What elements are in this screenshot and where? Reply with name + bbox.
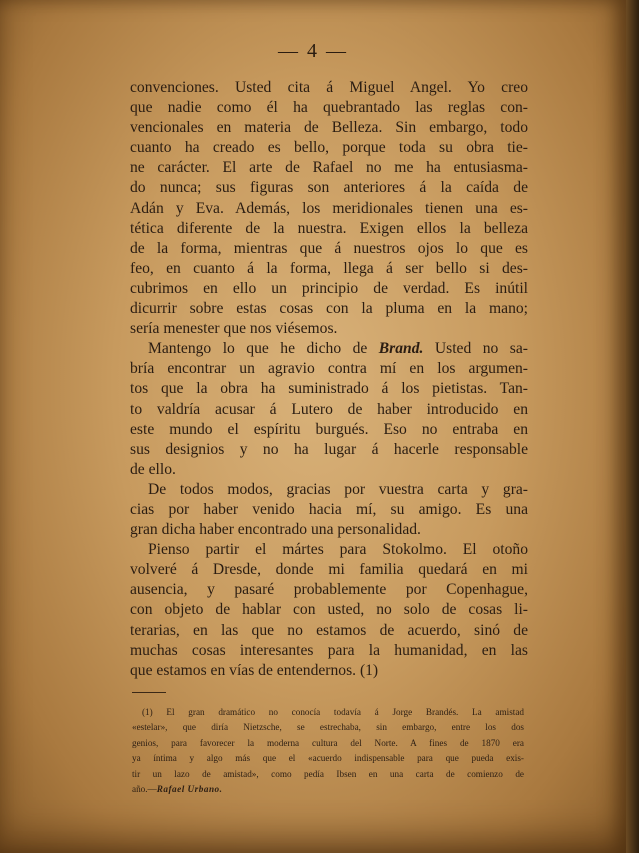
footnote	[132, 705, 524, 797]
paragraph-4	[130, 540, 528, 681]
paragraph-2-rest	[130, 359, 528, 480]
page-number: — 4 —	[278, 40, 348, 62]
paragraph-line: tos que la obra ha suministrado á los pietistas. Tan-	[130, 380, 528, 398]
footnote-line: tir un lazo de amistad», como pedía Ibsen en una carta de comienzo de	[132, 768, 524, 779]
paragraph-line: sus designios y no ha lugar á hacerle responsable	[130, 440, 528, 458]
text-span: año.—	[132, 783, 157, 794]
paragraph-line: Pienso partir el mártes para Stokolmo. El otoño	[148, 541, 528, 559]
paragraph-3	[130, 480, 528, 540]
footnote-line: «estelar», que diría Nietzsche, se estrechaba, sin embargo, entre los dos	[132, 722, 524, 733]
footnote-rule	[132, 692, 166, 693]
paragraph-line: cias por haber venido hacia mí, su amigo. Es una	[130, 500, 528, 518]
body-text	[130, 78, 528, 681]
paragraph-line: con objeto de hablar con usted, no solo de cosas li-	[130, 601, 528, 619]
paragraph-line: do nunca; sus figuras son anteriores á la caída de	[130, 179, 528, 197]
paragraph-2	[130, 339, 528, 480]
paragraph-line	[130, 339, 528, 359]
paragraph-line: to valdría acusar á Lutero de haber introducido en	[130, 400, 528, 418]
paragraph-line: muchas cosas interesantes para la humanidad, en las	[130, 641, 528, 659]
paragraph-line: bría encontrar un agravio contra mí en los argumen-	[130, 360, 528, 378]
footnote-line	[132, 782, 524, 797]
paragraph-line: Adán y Eva. Además, los meridionales tienen una es-	[130, 199, 528, 217]
paragraph-line: vencionales en materia de Belleza. Sin embargo, todo	[130, 119, 528, 137]
paragraph-line: gran dicha haber encontrado una personalidad.	[130, 521, 421, 539]
footnote-lines	[132, 705, 524, 782]
paragraph-line: que estamos en vías de entendernos. (1)	[130, 661, 379, 679]
text-span: Mantengo lo que he dicho de	[148, 340, 379, 358]
play-title-brand: Brand.	[378, 340, 424, 358]
page-edge	[626, 0, 639, 853]
paragraph-line: convenciones. Usted cita á Miguel Angel. Yo creo	[130, 79, 528, 96]
paragraph-line: que nadie como él ha quebrantado las reglas con-	[130, 99, 528, 117]
paragraph-line: cuanto ha creado es bello, porque toda su obra tie-	[130, 139, 528, 157]
paragraph-line: ausencia, y pasaré probablemente por Copenhague,	[130, 581, 528, 599]
paragraph-line: terarias, en las que no estamos de acuerdo, sinó de	[130, 621, 528, 639]
paragraph-line: volveré á Dresde, donde mi familia quedará en mi	[130, 561, 528, 579]
paragraph-line: este mundo el espíritu burgués. Eso no entraba en	[130, 420, 528, 438]
paragraph-1	[130, 78, 528, 339]
paragraph-line: feo, en cuanto á la forma, llega á ser bello si des-	[130, 259, 528, 277]
footnote-line: genios, para favorecer la moderna cultura del Norte. A fines de 1870 era	[132, 737, 524, 748]
footnote-signature: Rafael Urbano.	[156, 783, 223, 794]
text-span: Usted no sa-	[423, 340, 528, 358]
paragraph-line: De todos modos, gracias por vuestra carta y gra-	[148, 480, 528, 498]
paragraph-line: de ello.	[130, 460, 176, 478]
paragraph-line: cubrimos en ello un principio de verdad. Es inútil	[130, 279, 528, 297]
paragraph-line: tética diferente de la nuestra. Exigen ellos la belleza	[130, 219, 528, 237]
paragraph-line: ne carácter. El arte de Rafael no me ha entusiasma-	[130, 159, 528, 177]
paragraph-line: sería menester que nos viésemos.	[130, 320, 338, 338]
paragraph-line: de la forma, mientras que á nuestros ojos lo que es	[130, 239, 528, 257]
footnote-line: (1) El gran dramático no conocía todavía á Jorge Brandés. La amistad	[142, 707, 524, 717]
paragraph-line: dicurrir sobre estas cosas con la pluma en la mano;	[130, 300, 528, 318]
footnote-line: ya íntima y algo más que el «acuerdo indispensable para que pueda exis-	[132, 753, 524, 764]
